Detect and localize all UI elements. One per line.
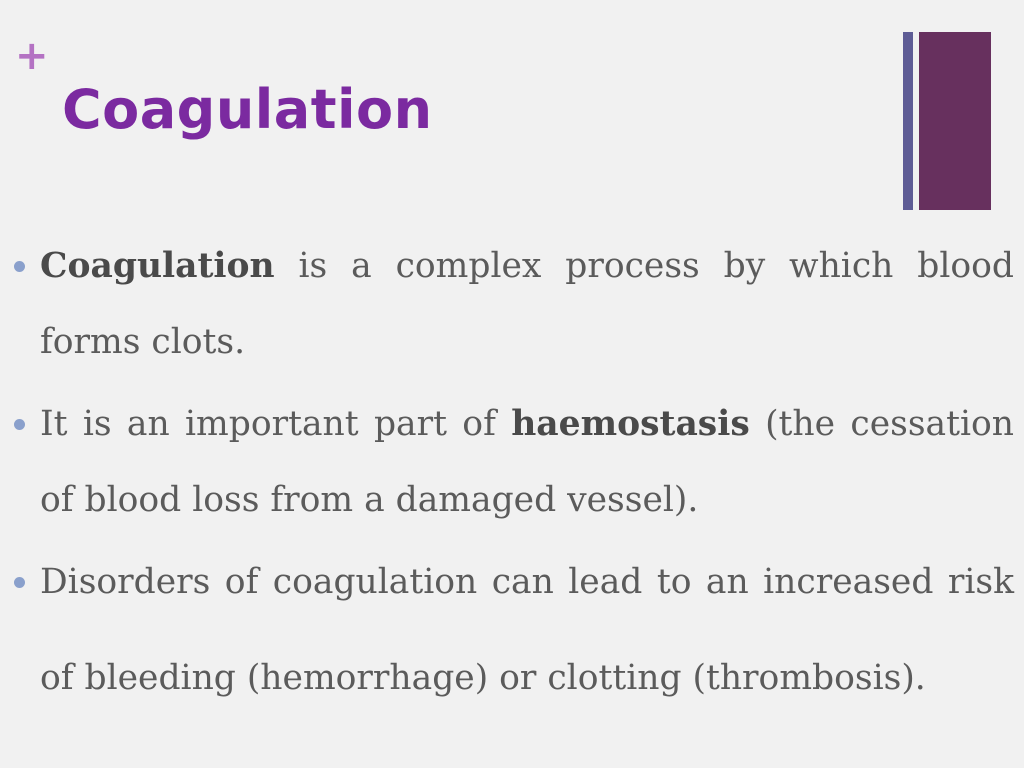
bullet-2-text-before: It is an important part of [40, 404, 512, 444]
bullet-1-text: is a complex process by which blood forms clots. [40, 246, 1014, 362]
slide-title: Coagulation [62, 78, 433, 141]
bullet-1-bold-term: Coagulation [40, 246, 275, 286]
bullet-dot-icon [14, 261, 25, 272]
bullet-list [14, 228, 1014, 732]
decorative-bar-thick [919, 32, 991, 210]
bullet-item-3 [14, 534, 1014, 726]
bullet-dot-icon [14, 577, 25, 588]
bullet-2-bold-term: haemostasis [511, 404, 750, 444]
plus-icon: + [15, 33, 49, 79]
bullet-item-2 [14, 386, 1014, 538]
bullet-dot-icon [14, 419, 25, 430]
decorative-bar-thin [903, 32, 913, 210]
bullet-item-1 [14, 228, 1014, 380]
bullet-3-text: Disorders of coagulation can lead to an increased risk of bleeding (hemorrhage) or clotting (thrombosis). [40, 562, 1014, 698]
bullet-2-text-after: (the cessation of blood loss from a damaged vessel). [40, 404, 1014, 520]
